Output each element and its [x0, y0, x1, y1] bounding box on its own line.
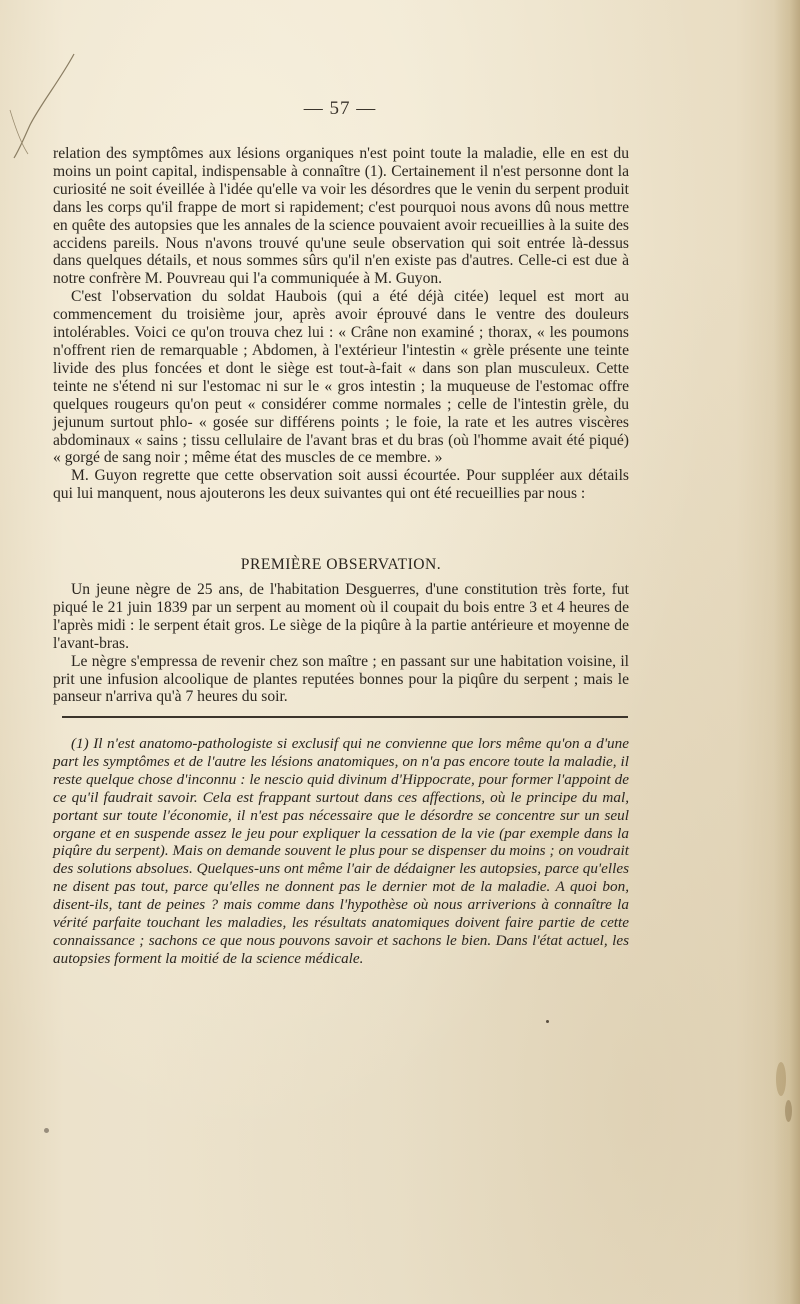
pencil-mark-icon	[0, 50, 80, 160]
paragraph: M. Guyon regrette que cette observation soit aussi écourtée. Pour suppléer aux détails qui lui manquent, nous ajouterons les deux suivantes qui ont été recueillies par nous :	[53, 467, 629, 503]
footnote-text: (1) Il n'est anatomo-pathologiste si exclusif qui ne convienne que lors même qu'on a d'une part les symptômes et de l'autre les lésions anatomiques, on n'a pas encore toute la maladie, il reste quelque chose d'inconnu : le nescio quid divinum d'Hippocrate, pour former l'appoint de ce qu'il faudrait savoir. Cela est frappant surtout dans ces affections, où le principe du mal, portant sur toute l'économie, il n'est pas nécessaire que le désordre se concentre sur un seul organe et en suspende assez le jeu pour expliquer la cessation de la vie (par exemple dans la piqûre du serpent). Mais on demande souvent le plus pour se dispenser du moins ; on voudrait des solutions absolues. Quelques-uns ont même l'air de dédaigner les autopsies, parce qu'elles ne disent pas tout, parce qu'elles ne donnent pas le dernier mot de la maladie. A quoi bon, disent-ils, tant de peines ? mais comme dans l'hypothèse où nous arriverions à connaître la vérité parfaite touchant les maladies, les résultats anatomiques doivent faire partie de cette connaissance ; sachons ce que nous pouvons savoir et sachons le bien. Dans l'état actuel, les autopsies forment la moitié de la science médicale.	[53, 735, 629, 967]
ink-speck	[546, 1020, 549, 1023]
footnote-divider	[62, 716, 628, 718]
page-number: — 57 —	[303, 98, 377, 119]
paragraph: C'est l'observation du soldat Haubois (qui a été déjà citée) lequel est mort au commencement du troisième jour, après avoir éprouvé dans le ventre des douleurs intolérables. Voici ce qu'on trouva chez lui : « Crâne non examiné ; thorax, « les poumons n'offrent rien de remarquable ; Abdomen, à l'extérieur l'intestin « grèle présente une teinte livide des plus foncées et dont le siège est tout-à-fait « dans son plan musculeux. Cette teinte ne s'étend ni sur l'estomac ni sur le « gros intestin ; la muqueuse de l'estomac offre quelques rougeurs qu'on peut « considérer comme normales ; celle de l'intestin grèle, du jejunum surtout phlo- « gosée sur différens points ; le foie, la rate et les autres viscères abdominaux « sains ; tissu cellulaire de l'avant bras et du bras (où l'homme avait été piqué) « gorgé de sang noir ; même état des muscles de ce membre. »	[53, 288, 629, 467]
section-heading: PREMIÈRE OBSERVATION.	[240, 556, 442, 573]
paragraph: Un jeune nègre de 25 ans, de l'habitation Desguerres, d'une constitution très forte, fut piqué le 21 juin 1839 par un serpent au moment où il coupait du bois entre 3 et 4 heures de l'après midi : le serpent était gros. Le siège de la piqûre à la partie antérieure et moyenne de l'avant-bras.	[53, 581, 629, 652]
main-text	[53, 145, 629, 503]
paragraph: relation des symptômes aux lésions organiques n'est point toute la maladie, elle en est du moins un point capital, indispensable à connaître (1). Certainement il n'est personne dont la curiosité ne soit éveillée à l'idée qu'elle va voir les désordres que le venin du serpent produit dans les corps qu'il frappe de mort si rapidement; c'est pourquoi nous avons dû nous mettre en quête des autopsies que les annales de la science pouvaient avoir recueillies à la suite des accidens pareils. Nous n'avons trouvé qu'une seule observation qui soit entrée là-dessus dans quelques détails, et nous sommes sûrs qu'il n'en existe pas d'autres. Celle-ci est due à notre confrère M. Pouvreau qui l'a communiquée à M. Guyon.	[53, 145, 629, 288]
paper-stain	[785, 1100, 792, 1122]
observation-text	[53, 581, 629, 706]
paper-spot	[44, 1128, 49, 1133]
paper-stain	[776, 1062, 786, 1096]
paragraph: Le nègre s'empressa de revenir chez son maître ; en passant sur une habitation voisine, il prit une infusion alcoolique de plantes reputées bonnes pour la piqûre du serpent ; mais le panseur n'arriva qu'à 7 heures du soir.	[53, 652, 629, 706]
footnote	[53, 735, 629, 968]
